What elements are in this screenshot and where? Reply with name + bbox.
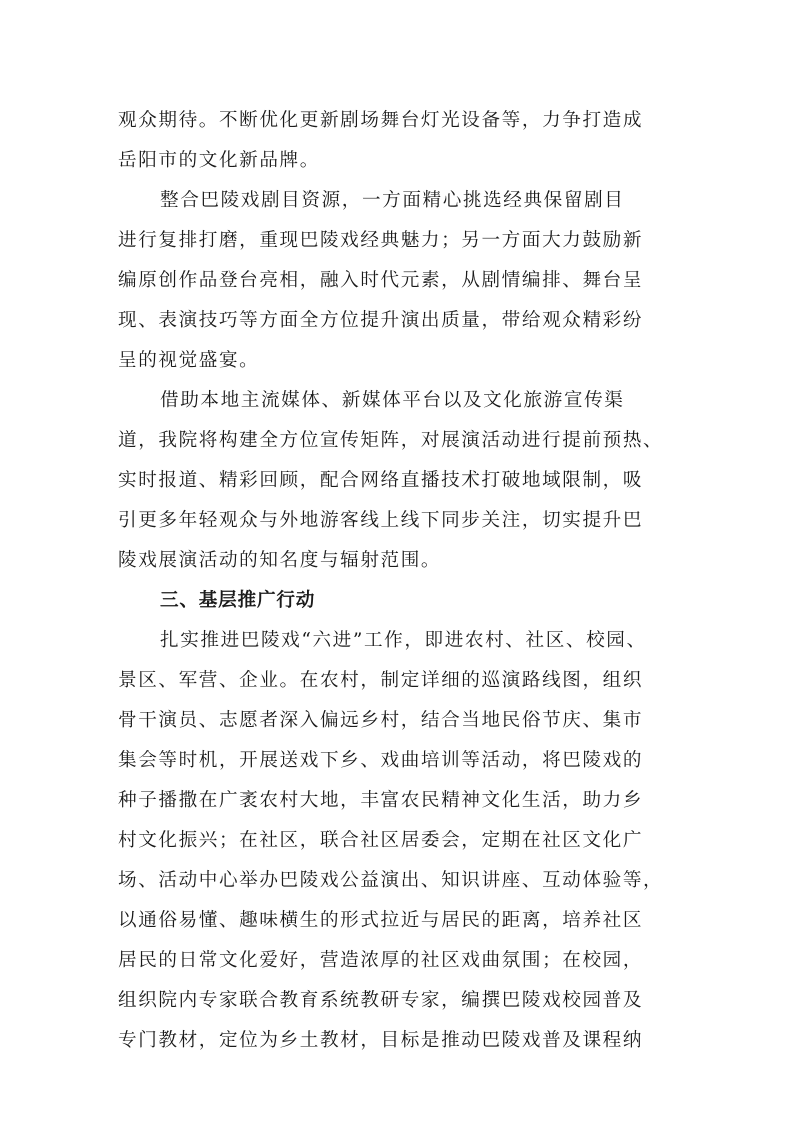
paragraph-line: 种子播撒在广袤农村大地，丰富农民精神文化生活，助力乡: [118, 790, 644, 811]
paragraph-line: 以通俗易懂、趣味横生的形式拉近与居民的距离，培养社区: [118, 910, 644, 931]
paragraph-line: 陵戏展演活动的知名度与辐射范围。: [118, 550, 442, 571]
paragraph-line: 实时报道、精彩回顾，配合网络直播技术打破地域限制，吸: [118, 470, 644, 491]
paragraph-line: 引更多年轻观众与外地游客线上线下同步关注，切实提升巴: [118, 510, 644, 531]
paragraph-line: 组织院内专家联合教育系统教研专家，编撰巴陵戏校园普及: [118, 990, 644, 1011]
paragraph-line: 岳阳市的文化新品牌。: [118, 150, 320, 171]
paragraph-line: 居民的日常文化爱好，营造浓厚的社区戏曲氛围；在校园，: [118, 950, 644, 971]
paragraph-line: 场、活动中心举办巴陵戏公益演出、知识讲座、互动体验等，: [118, 870, 664, 891]
paragraph-line: 借助本地主流媒体、新媒体平台以及文化旅游宣传渠: [160, 390, 625, 411]
paragraph-line: 扎实推进巴陵戏“六进”工作，即进农村、社区、校园、: [160, 630, 647, 651]
paragraph-line: 进行复排打磨，重现巴陵戏经典魅力；另一方面大力鼓励新: [118, 230, 644, 251]
paragraph-line: 观众期待。不断优化更新剧场舞台灯光设备等，力争打造成: [118, 110, 644, 131]
paragraph-line: 村文化振兴；在社区，联合社区居委会，定期在社区文化广: [118, 830, 644, 851]
paragraph-line: 集会等时机，开展送戏下乡、戏曲培训等活动，将巴陵戏的: [118, 750, 644, 771]
paragraph-line: 整合巴陵戏剧目资源，一方面精心挑选经典保留剧目: [160, 190, 625, 211]
paragraph-line: 现、表演技巧等方面全方位提升演出质量，带给观众精彩纷: [118, 310, 644, 331]
section-heading: 三、基层推广行动: [160, 590, 316, 611]
paragraph-line: 呈的视觉盛宴。: [118, 350, 260, 371]
paragraph-line: 编原创作品登台亮相，融入时代元素，从剧情编排、舞台呈: [118, 270, 644, 291]
paragraph-line: 骨干演员、志愿者深入偏远乡村，结合当地民俗节庆、集市: [118, 710, 644, 731]
paragraph-line: 景区、军营、企业。在农村，制定详细的巡演路线图，组织: [118, 670, 644, 691]
paragraph-line: 专门教材，定位为乡土教材，目标是推动巴陵戏普及课程纳: [118, 1030, 644, 1051]
paragraph-line: 道，我院将构建全方位宣传矩阵，对展演活动进行提前预热、: [118, 430, 664, 451]
